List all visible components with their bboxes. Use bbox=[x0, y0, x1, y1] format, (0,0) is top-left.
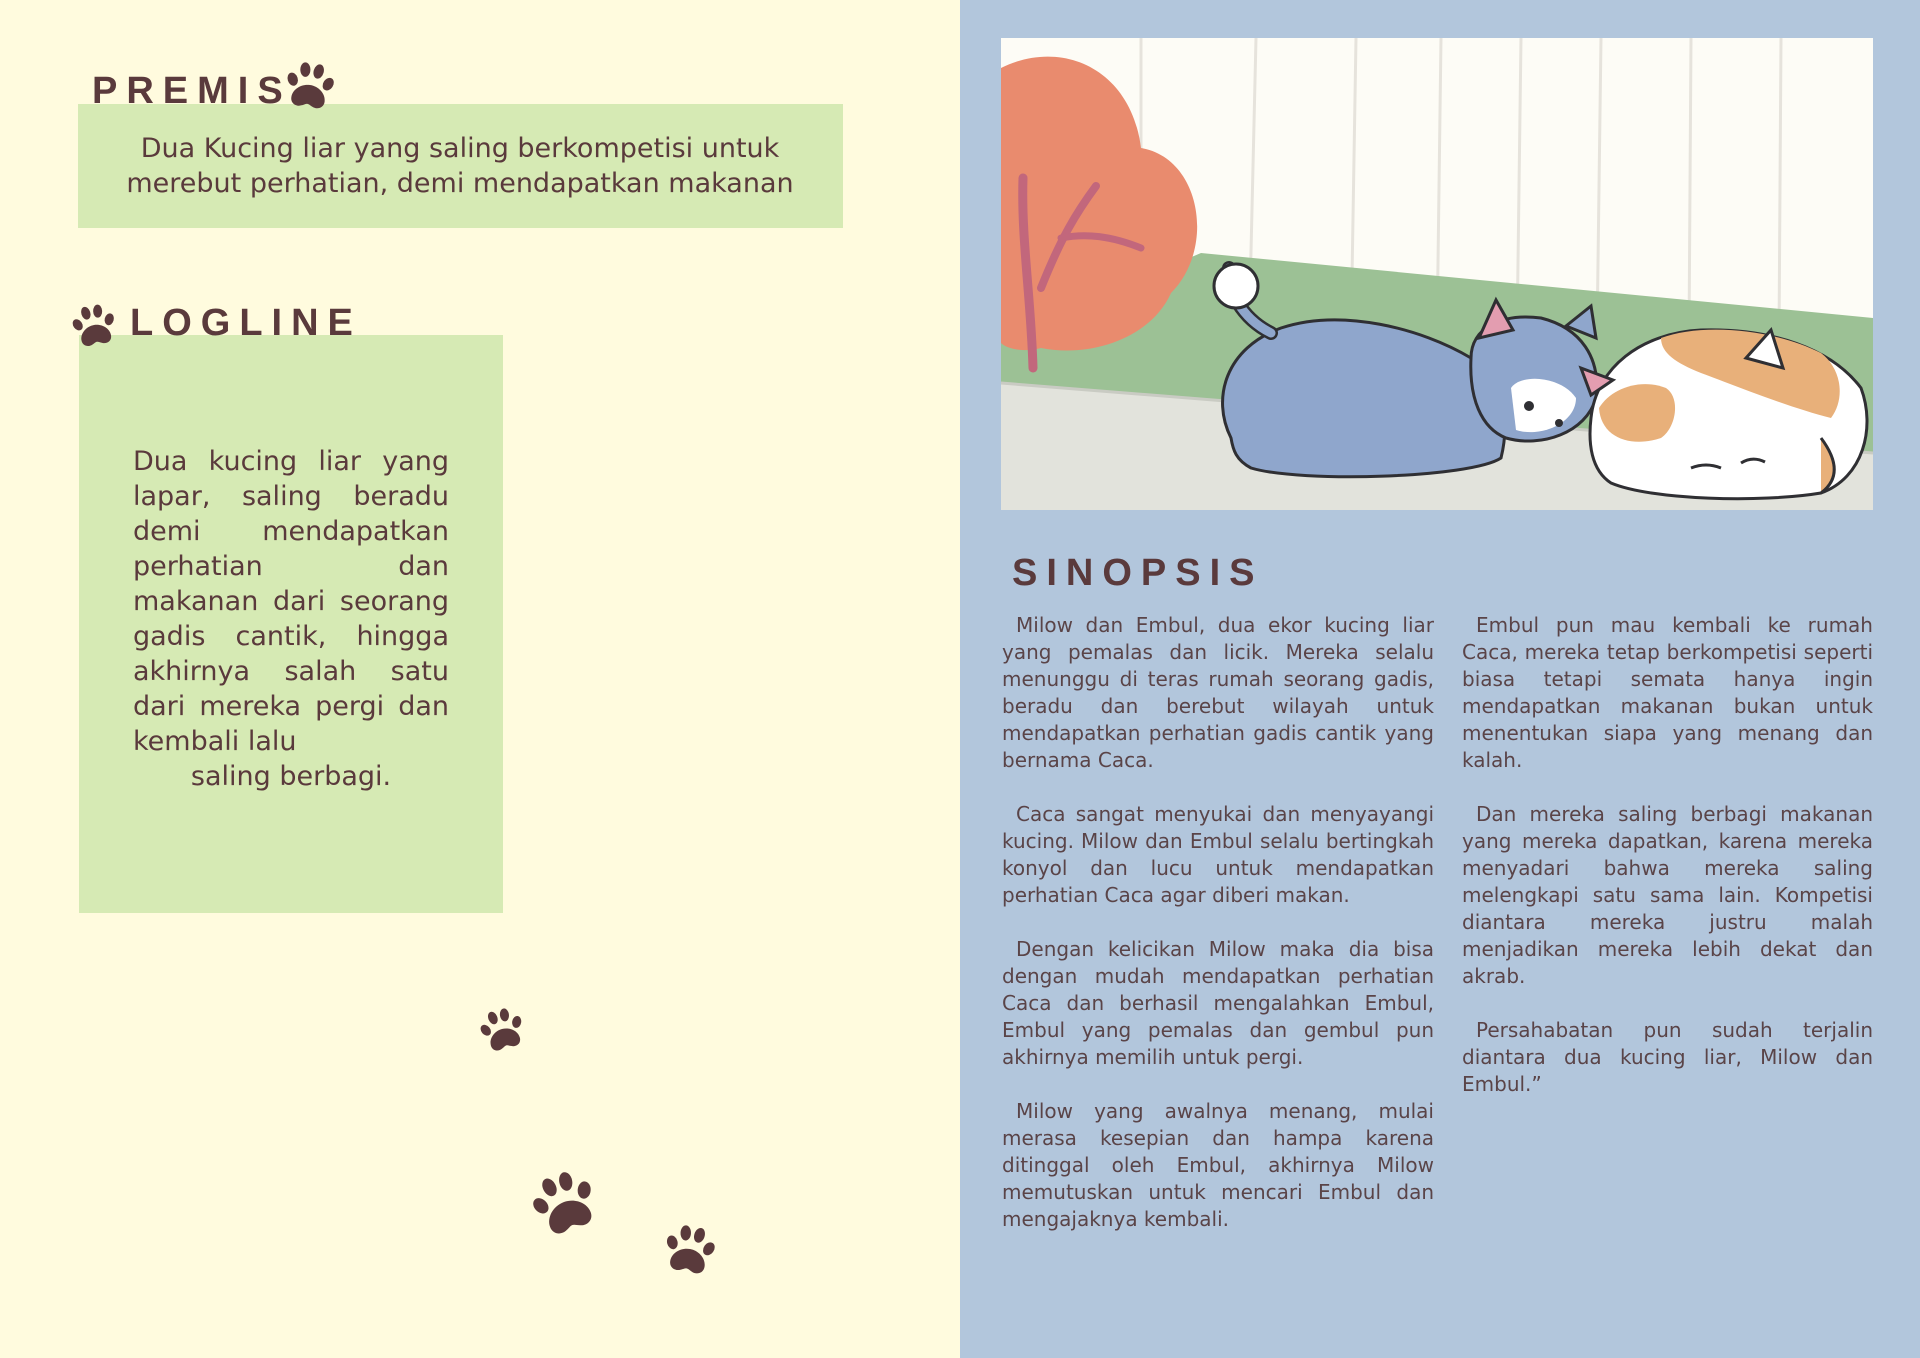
logline-text-last: saling berbagi. bbox=[190, 761, 392, 792]
sinopsis-paragraph: Persahabatan pun sudah terjalin diantara dua kucing liar, Milow dan Embul.” bbox=[1462, 1018, 1873, 1096]
logline-text bbox=[133, 444, 449, 794]
logline-text-main: Dua kucing liar yang lapar, saling beradu demi mendapatkan perhatian dan makanan dari seorang gadis cantik, hingga akhirnya salah satu dari mereka pergi dan kembali lalu bbox=[133, 446, 449, 757]
sinopsis-paragraph: Caca sangat menyukai dan menyayangi kucing. Milow dan Embul selalu bertingkah konyol dan lucu untuk mendapatkan perhatian Caca agar diberi makan. bbox=[1002, 802, 1434, 907]
premis-heading: PREMIS bbox=[92, 70, 292, 112]
premis-text: Dua Kucing liar yang saling berkompetisi untuk merebut perhatian, demi mendapatkan makanan bbox=[126, 133, 794, 199]
sinopsis-column-left bbox=[1002, 612, 1434, 1260]
cats-illustration bbox=[1001, 38, 1873, 510]
sinopsis-heading: SINOPSIS bbox=[1012, 552, 1264, 594]
sinopsis-paragraph: Dengan kelicikan Milow maka dia bisa dengan mudah mendapatkan perhatian Caca dan berhasil mengalahkan Embul, Embul yang pemalas dan gembul pun akhirnya memilih untuk pergi. bbox=[1002, 937, 1434, 1069]
paw-print-icon bbox=[656, 1215, 723, 1282]
sinopsis-paragraph: Embul pun mau kembali ke rumah Caca, mereka tetap berkompetisi seperti biasa tetapi semata hanya ingin mendapatkan makanan bukan untuk menentukan siapa yang menang dan kalah. bbox=[1462, 613, 1873, 772]
sinopsis-column-right bbox=[1462, 612, 1873, 1125]
sinopsis-paragraph: Dan mereka saling berbagi makanan yang mereka dapatkan, karena mereka menyadari bahwa mereka saling melengkapi satu sama lain. Kompetisi diantara mereka justru malah menjadikan mereka lebih dekat dan akrab. bbox=[1462, 802, 1873, 988]
logline-heading: LOGLINE bbox=[130, 302, 362, 344]
sinopsis-paragraph: Milow dan Embul, dua ekor kucing liar yang pemalas dan licik. Mereka selalu menunggu di teras rumah seorang gadis, beradu dan berebut wilayah untuk mendapatkan perhatian gadis cantik yang bernama Caca. bbox=[1002, 613, 1434, 772]
paw-print-icon bbox=[64, 296, 124, 354]
sinopsis-paragraph: Milow yang awalnya menang, mulai merasa kesepian dan hampa karena ditinggal oleh Embul, akhirnya Milow memutuskan untuk mencari Embul dan mengajaknya kembali. bbox=[1002, 1099, 1434, 1231]
